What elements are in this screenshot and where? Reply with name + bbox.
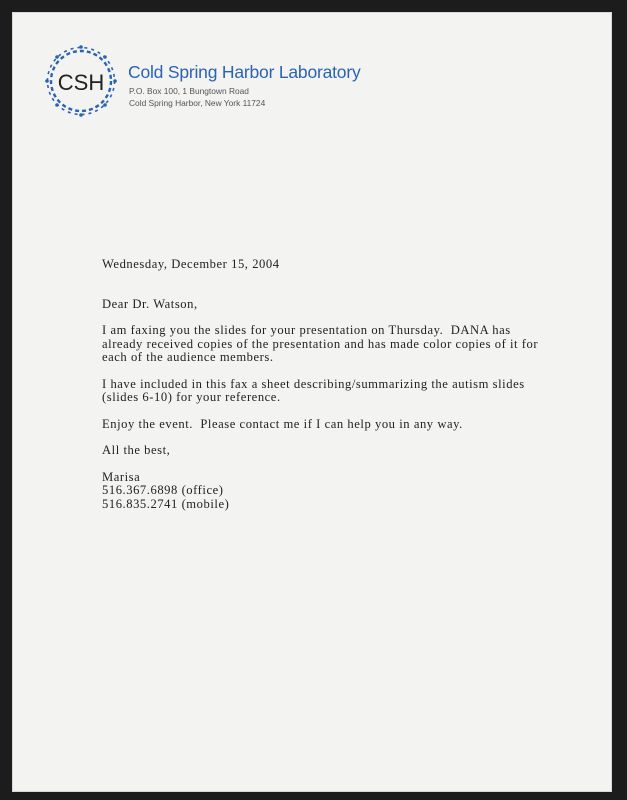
closing: All the best, [102,443,171,457]
org-address-line2: Cold Spring Harbor, New York 11724 [129,98,266,108]
letter-date: Wednesday, December 15, 2004 [102,257,280,271]
paragraph-3: Enjoy the event. Please contact me if I can help you in any way. [102,416,463,431]
org-address-line1: P.O. Box 100, 1 Bungtown Road [129,86,249,96]
paragraph-2-line: I have included in this fax a sheet describing/summarizing the autism slides [102,376,525,391]
signature-office-phone: 516.367.6898 (office) [102,483,224,497]
paragraph-1-line: each of the audience members. [102,350,274,364]
letter-page [12,12,612,792]
signature-name: Marisa [102,469,141,484]
paragraph-2-line: (slides 6-10) for your reference. [102,390,281,404]
org-name: Cold Spring Harbor Laboratory [128,62,361,82]
paragraph-1-line: I am faxing you the slides for your presentation on Thursday. DANA has [102,323,511,337]
csh-logo [44,44,118,118]
logo-text: CSH [57,70,105,95]
paragraph-1-line: already received copies of the presentation and has made color copies of it for [102,336,539,351]
salutation: Dear Dr. Watson, [102,296,198,311]
letter-body [102,257,539,511]
signature-mobile-phone: 516.835.2741 (mobile) [102,496,230,511]
